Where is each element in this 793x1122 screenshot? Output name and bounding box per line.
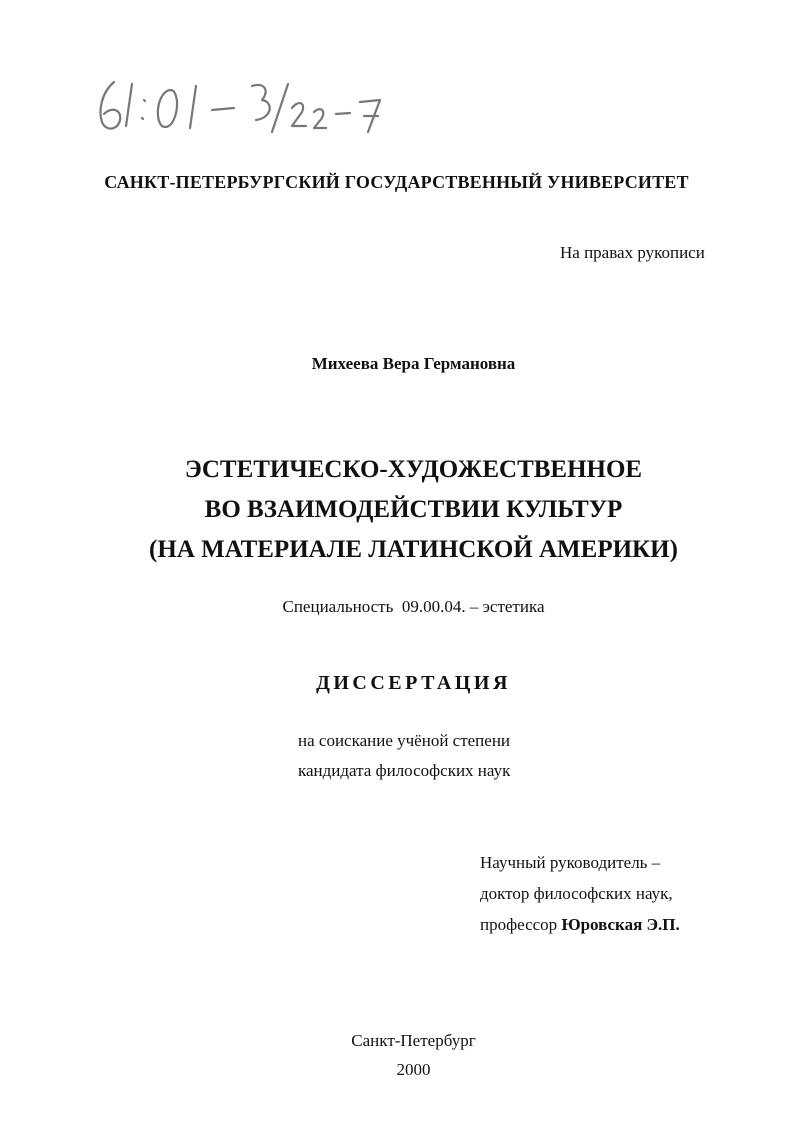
advisor-line-3 bbox=[480, 909, 770, 940]
dissertation-title bbox=[0, 450, 793, 570]
title-line-3: (НА МАТЕРИАЛЕ ЛАТИНСКОЙ АМЕРИКИ) bbox=[149, 536, 678, 563]
title-line-2: ВО ВЗАИМОДЕЙСТВИИ КУЛЬТУР bbox=[204, 496, 623, 523]
advisor-line-1: Научный руководитель – bbox=[480, 853, 661, 872]
specialty-line: Специальность 09.00.04. – эстетика bbox=[282, 597, 545, 616]
title-line-1: ЭСТЕТИЧЕСКО-ХУДОЖЕСТВЕННОЕ bbox=[184, 456, 643, 483]
author-name: Михеева Вера Германовна bbox=[311, 354, 516, 373]
place-and-year bbox=[0, 1026, 793, 1084]
scientific-advisor-block bbox=[480, 847, 770, 940]
university-name: САНКТ-ПЕТЕРБУРГСКИЙ ГОСУДАРСТВЕННЫЙ УНИВЕРСИТЕТ bbox=[104, 172, 689, 192]
handwritten-archive-number bbox=[92, 70, 422, 140]
degree-statement bbox=[298, 726, 598, 786]
year: 2000 bbox=[396, 1060, 431, 1079]
handwritten-signature-image bbox=[92, 70, 422, 140]
advisor-title: профессор bbox=[480, 915, 562, 934]
city-name: Санкт-Петербург bbox=[351, 1031, 476, 1050]
degree-line-1: на соискание учёной степени bbox=[298, 731, 511, 750]
document-type-heading: ДИССЕРТАЦИЯ bbox=[316, 672, 511, 694]
advisor-name: Юровская Э.П. bbox=[561, 915, 680, 934]
advisor-line-2: доктор философских наук, bbox=[480, 884, 673, 903]
manuscript-rights-note: На правах рукописи bbox=[560, 243, 705, 262]
degree-line-2: кандидата философских наук bbox=[298, 761, 511, 780]
